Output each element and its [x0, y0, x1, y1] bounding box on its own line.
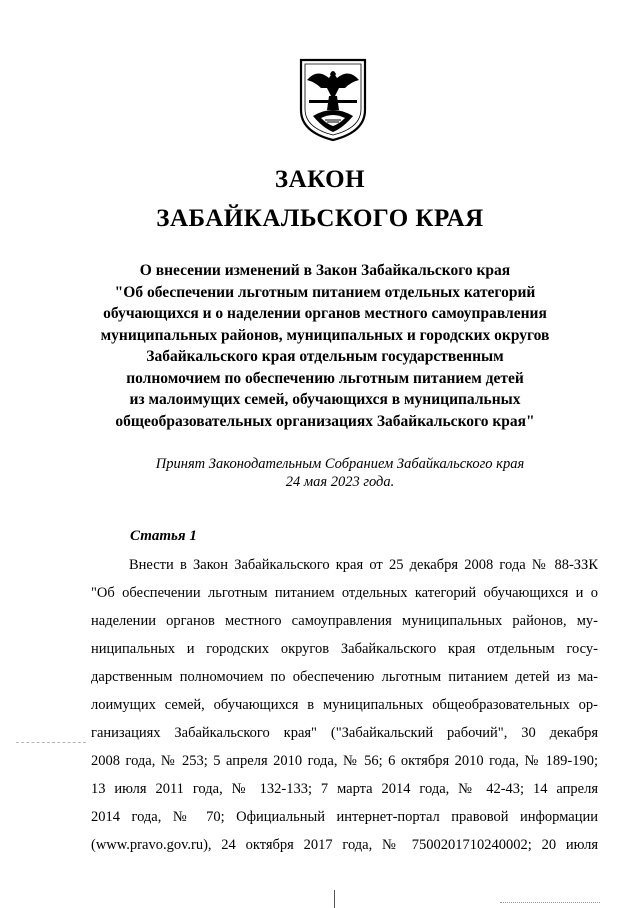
scan-corner-mark [500, 902, 600, 903]
article-body [91, 551, 598, 859]
scan-margin-mark [16, 742, 86, 743]
subtitle-line: Забайкальского края отдельным государственным [146, 348, 504, 365]
article-heading: Статья 1 [130, 528, 197, 544]
body-line: 2008 года, № 253; 5 апреля 2010 года, № 56; 6 октября 2010 года, № 189-190; [91, 753, 598, 769]
body-line: ганизациях Забайкальского края" ("Забайкальский рабочий", 30 декабря [91, 725, 598, 741]
body-line: ниципальных и городских округов Забайкальского края отдельным госу- [91, 641, 598, 657]
subtitle-line: из малоимущих семей, обучающихся в муниципальных [129, 391, 521, 408]
subtitle-line: общеобразовательных организациях Забайкальского края" [115, 412, 535, 430]
document-title-law: ЗАКОН [274, 166, 366, 193]
body-line: (www.pravo.gov.ru), 24 октября 2017 года, № 7500201710240002; 20 июля [91, 837, 598, 853]
body-line: "Об обеспечении льготным питанием отдельных категорий обучающихся и о [91, 585, 598, 601]
law-subtitle [60, 260, 590, 432]
adoption-date: 24 мая 2023 года. [285, 474, 395, 490]
adoption-note [120, 455, 560, 491]
body-line: наделении органов местного самоуправления муниципальных районов, му- [91, 613, 598, 629]
body-line: 2014 года, № 70; Официальный интернет-портал правовой информации [91, 809, 598, 825]
body-line: Внести в Закон Забайкальского края от 25 декабря 2008 года № 88-ЗЗК [129, 557, 598, 573]
subtitle-line: "Об обеспечении льготным питанием отдельных категорий [114, 283, 536, 301]
body-line: дарственным полномочием по обеспечению льготным питанием детей из ма- [91, 669, 598, 685]
body-line: лоимущих семей, обучающихся в муниципальных общеобразовательных ор- [91, 697, 598, 713]
coat-of-arms-emblem [299, 58, 367, 142]
scan-fold-mark [334, 890, 335, 908]
subtitle-line: муниципальных районов, муниципальных и городских округов [100, 326, 550, 344]
body-line: 13 июля 2011 года, № 132-133; 7 марта 2014 года, № 42-43; 14 апреля [91, 781, 598, 797]
subtitle-line: полномочием по обеспечению льготным питанием детей [126, 369, 524, 387]
subtitle-line: обучающихся и о наделении органов местного самоуправления [103, 305, 547, 322]
document-title-region: ЗАБАЙКАЛЬСКОГО КРАЯ [156, 205, 484, 232]
subtitle-line: О внесении изменений в Закон Забайкальского края [139, 262, 511, 279]
adoption-body: Принят Законодательным Собранием Забайкальского края [155, 456, 525, 472]
